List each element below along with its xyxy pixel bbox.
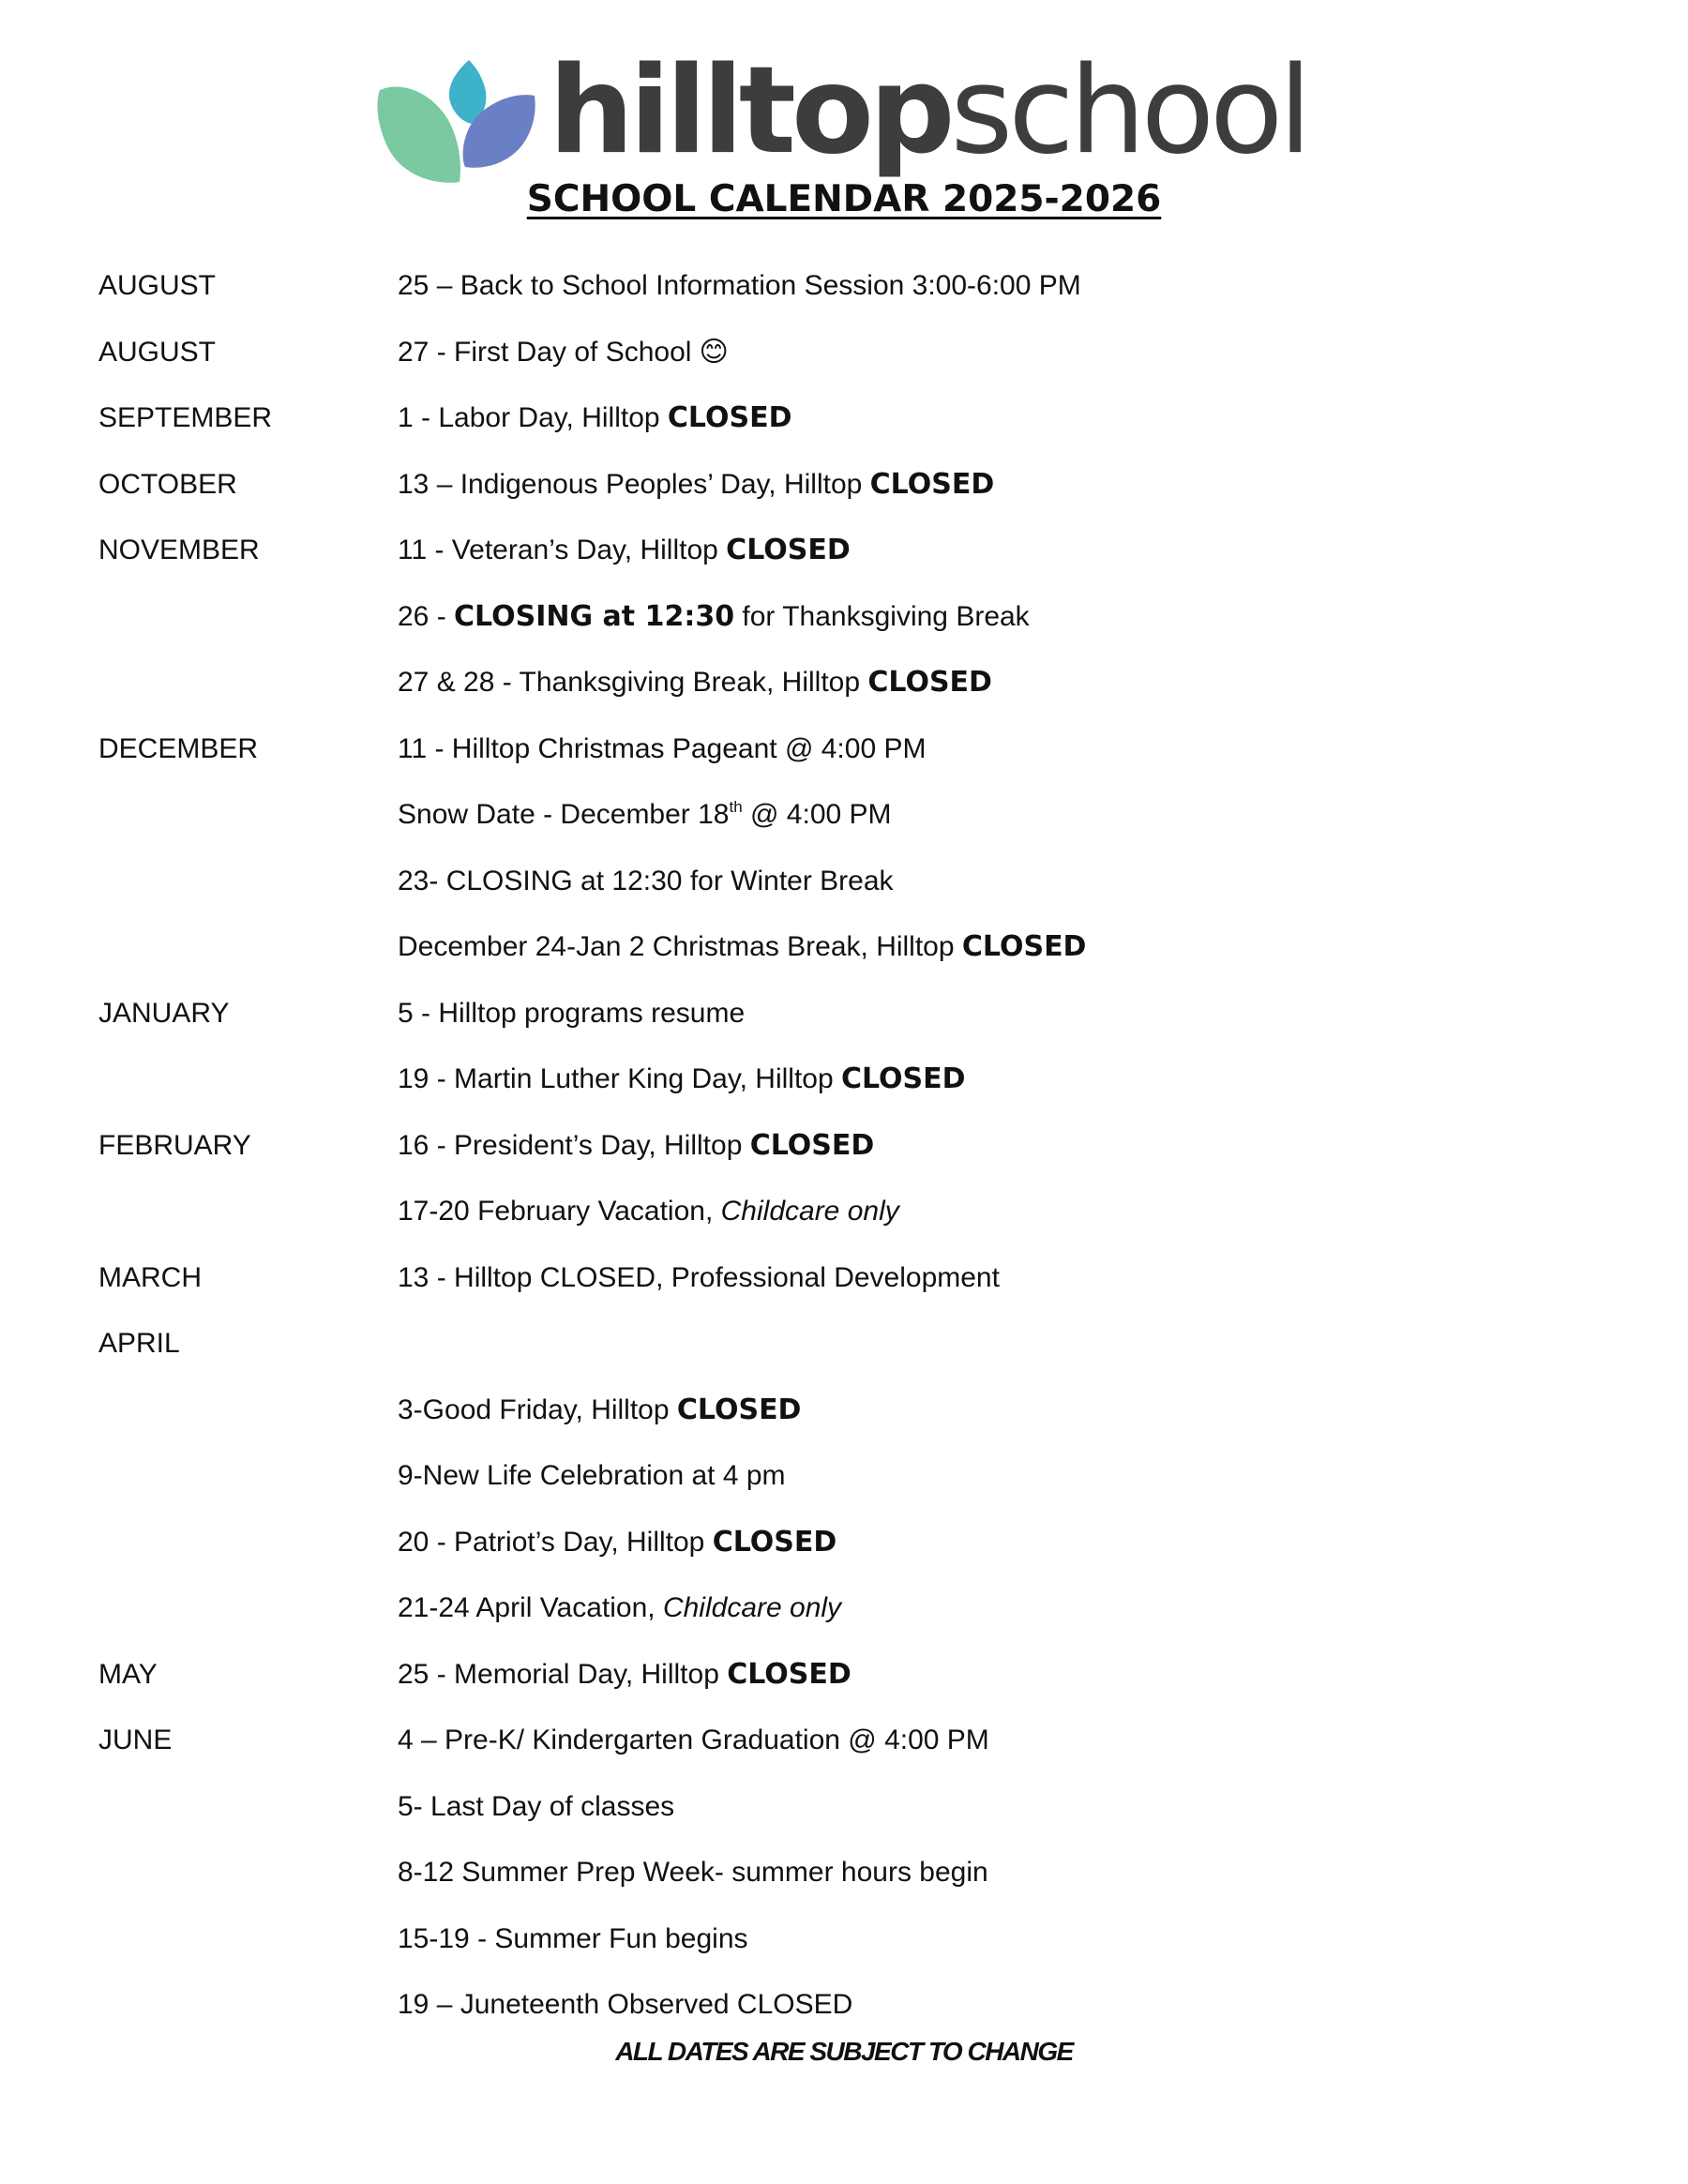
- closed-label: CLOSED: [840, 1062, 966, 1095]
- event-text-part: 4 – Pre-K/ Kindergarten Graduation @ 4:00 PM: [398, 1725, 989, 1755]
- event-text: [398, 320, 729, 386]
- event-text: [398, 1972, 852, 2039]
- disclaimer-note: ALL DATES ARE SUBJECT TO CHANGE: [615, 2037, 1073, 2066]
- calendar-row: [0, 782, 1688, 849]
- event-text-part: December 24-Jan 2 Christmas Break, Hilltop: [398, 931, 962, 962]
- event-text-part: @ 4:00 PM: [742, 799, 892, 830]
- event-text-part: 8-12 Summer Prep Week- summer hours begin: [398, 1857, 988, 1888]
- event-text: [398, 1443, 786, 1510]
- event-text-part: 3-Good Friday, Hilltop: [398, 1393, 677, 1425]
- month-label: APRIL: [98, 1328, 180, 1359]
- childcare-note: Childcare only: [662, 1592, 842, 1623]
- closed-label: CLOSED: [726, 534, 851, 566]
- calendar-row: [0, 518, 1688, 584]
- event-text: [398, 782, 892, 849]
- calendar-row: [0, 1708, 1688, 1774]
- calendar-row: [0, 1642, 1688, 1709]
- event-text-part: 23- CLOSING at 12:30 for Winter Break: [398, 865, 894, 896]
- event-text: [398, 716, 926, 783]
- event-text: [398, 1840, 988, 1906]
- childcare-note: Childcare only: [720, 1196, 899, 1227]
- event-text-part: 13 - Hilltop CLOSED, Professional Development: [398, 1261, 1000, 1293]
- calendar-row: [0, 1047, 1688, 1113]
- calendar-row: [0, 1510, 1688, 1576]
- calendar-row: [0, 650, 1688, 716]
- event-text-part: 20 - Patriot’s Day, Hilltop: [398, 1526, 713, 1558]
- calendar-row: [0, 1378, 1688, 1444]
- event-text: [398, 1510, 836, 1576]
- calendar-row: [0, 849, 1688, 915]
- calendar-row: [0, 1972, 1688, 2039]
- event-text-part: 19 - Martin Luther King Day, Hilltop: [398, 1063, 841, 1094]
- calendar-row: [0, 1906, 1688, 1973]
- calendar-row: [0, 385, 1688, 452]
- closed-label: CLOSED: [869, 467, 995, 501]
- event-text-part: 21-24 April Vacation,: [398, 1592, 663, 1623]
- closed-label: CLOSED: [749, 1128, 875, 1162]
- event-text: [398, 1642, 852, 1709]
- event-text: [398, 1708, 989, 1774]
- month-label: MARCH: [98, 1261, 202, 1293]
- event-text-part: 13 – Indigenous Peoples’ Day, Hilltop: [398, 468, 870, 500]
- header: [0, 0, 1688, 234]
- calendar-row: [0, 1443, 1688, 1510]
- month-label: JANUARY: [98, 997, 230, 1029]
- event-text: [398, 1378, 801, 1444]
- event-text: [398, 1245, 1000, 1312]
- event-text-part: 1 - Labor Day, Hilltop: [398, 402, 668, 433]
- event-text: [398, 981, 745, 1047]
- event-emphasis: CLOSING at 12:30: [454, 599, 735, 633]
- event-text: [398, 1906, 748, 1973]
- event-text-part: for Thanksgiving Break: [734, 600, 1030, 632]
- event-text: [398, 650, 992, 716]
- calendar-list: [0, 253, 1688, 2039]
- event-text-part: 11 - Veteran’s Day, Hilltop: [398, 535, 727, 565]
- page-title: SCHOOL CALENDAR 2025-2026: [526, 178, 1162, 220]
- month-label: DECEMBER: [98, 732, 259, 764]
- event-text: [398, 385, 791, 452]
- month-label: SEPTEMBER: [98, 402, 273, 433]
- month-label: MAY: [98, 1658, 158, 1690]
- calendar-row: [0, 981, 1688, 1047]
- calendar-row: [0, 716, 1688, 783]
- calendar-row: [0, 452, 1688, 519]
- event-text-part: 15-19 - Summer Fun begins: [398, 1922, 748, 1954]
- ordinal-suffix: th: [729, 798, 743, 816]
- calendar-row: [0, 253, 1688, 320]
- event-text-part: 5 - Hilltop programs resume: [398, 997, 746, 1029]
- event-text-part: 27 & 28 - Thanksgiving Break, Hilltop: [398, 667, 868, 698]
- event-text-part: 25 – Back to School Information Session 3:00-6:00 PM: [398, 270, 1081, 301]
- event-text-part: 26 -: [398, 600, 455, 632]
- calendar-row: [0, 1575, 1688, 1642]
- event-text: [398, 849, 894, 915]
- event-text: [398, 518, 851, 584]
- event-text-part: Snow Date - December 18: [398, 799, 730, 830]
- closed-label: CLOSED: [867, 666, 992, 699]
- month-label: OCTOBER: [98, 468, 237, 500]
- closed-label: CLOSED: [667, 401, 792, 434]
- closed-label: CLOSED: [676, 1393, 802, 1426]
- event-text-part: 9-New Life Celebration at 4 pm: [398, 1460, 786, 1491]
- event-text-part: 16 - President’s Day, Hilltop: [398, 1129, 750, 1161]
- closed-label: CLOSED: [961, 930, 1087, 963]
- smiley-icon: 😊: [699, 336, 729, 368]
- closed-label: CLOSED: [727, 1657, 852, 1691]
- calendar-row: [0, 1113, 1688, 1180]
- event-text: [398, 1113, 874, 1180]
- event-text-part: 25 - Memorial Day, Hilltop: [398, 1658, 728, 1690]
- event-text: [398, 253, 1081, 320]
- brand-wordmark: [549, 41, 1307, 182]
- event-text: [398, 914, 1086, 981]
- brand-light: school: [950, 41, 1307, 181]
- month-label: NOVEMBER: [98, 535, 260, 565]
- calendar-row: [0, 1179, 1688, 1245]
- event-text-part: 17-20 February Vacation,: [398, 1196, 721, 1227]
- event-text-part: 5- Last Day of classes: [398, 1790, 675, 1822]
- month-label: AUGUST: [98, 336, 217, 368]
- event-text-part: 27 - First Day of School: [398, 336, 692, 368]
- calendar-row: [0, 1774, 1688, 1841]
- calendar-row: [0, 914, 1688, 981]
- calendar-row: [0, 320, 1688, 386]
- event-text: [398, 1179, 899, 1245]
- closed-label: CLOSED: [712, 1525, 837, 1559]
- month-label: JUNE: [98, 1725, 173, 1755]
- event-text: [398, 1575, 841, 1642]
- event-text: [398, 452, 994, 519]
- event-text: [398, 1047, 966, 1113]
- leaf-logo-icon: [375, 54, 544, 186]
- event-text-part: 11 - Hilltop Christmas Pageant @ 4:00 PM: [398, 732, 927, 764]
- calendar-row: [0, 1245, 1688, 1312]
- calendar-row: [0, 1840, 1688, 1906]
- event-text-part: 19 – Juneteenth Observed CLOSED: [398, 1989, 853, 2020]
- month-label: FEBRUARY: [98, 1129, 251, 1161]
- event-text: [398, 584, 1030, 651]
- calendar-row: [0, 1311, 1688, 1378]
- month-label: AUGUST: [98, 270, 217, 301]
- calendar-row: [0, 584, 1688, 651]
- brand-bold: hilltop: [549, 41, 951, 181]
- event-text: [398, 1774, 674, 1841]
